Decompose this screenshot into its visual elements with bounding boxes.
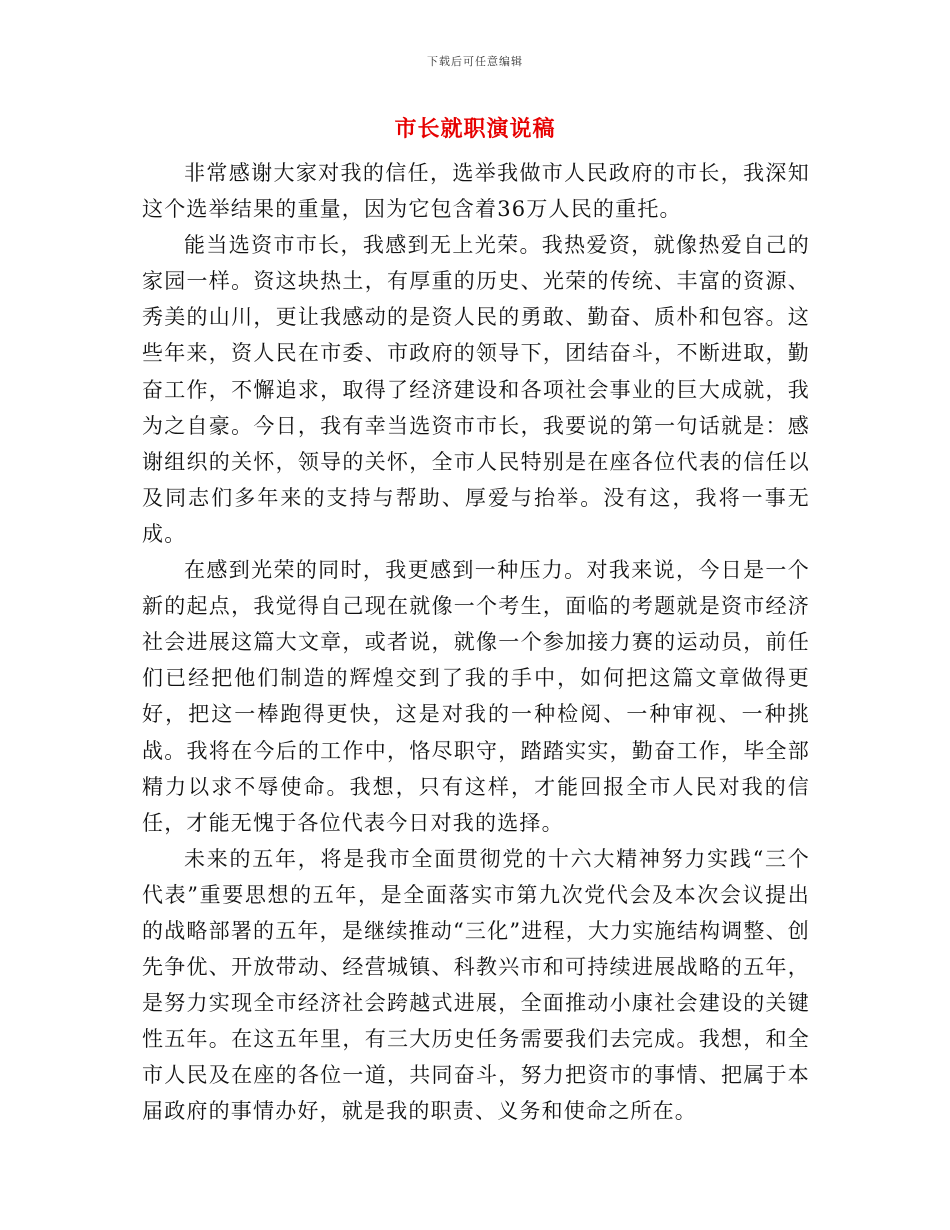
- paragraph: 能当选资市市长，我感到无上光荣。我热爱资，就像热爱自己的家园一样。资这块热土，有厚重的历史、光荣的传统、丰富的资源、秀美的山川，更让我感动的是资人民的勇敢、勤奋、质朴和包容。这些年来，资人民在市委、市政府的领导下，团结奋斗，不断进取，勤奋工作，不懈追求，取得了经济建设和各项社会事业的巨大成就，我为之自豪。今日，我有幸当选资市市长，我要说的第一句话就是：感谢组织的关怀，领导的关怀，全市人民特别是在座各位代表的信任以及同志们多年来的支持与帮助、厚爱与抬举。没有这，我将一事无成。: [142, 233, 810, 546]
- paragraph: 在感到光荣的同时，我更感到一种压力。对我来说，今日是一个新的起点，我觉得自己现在就像一个考生，面临的考题就是资市经济社会进展这篇大文章，或者说，就像一个参加接力赛的运动员，前任们已经把他们制造的辉煌交到了我的手中，如何把这篇文章做得更好，把这一棒跑得更快，这是对我的一种检阅、一种审视、一种挑战。我将在今后的工作中，恪尽职守，踏踏实实，勤奋工作，毕全部精力以求不辱使命。我想，只有这样，才能回报全市人民对我的信任，才能无愧于各位代表今日对我的选择。: [142, 558, 810, 835]
- document-title: 市长就职演说稿: [394, 117, 556, 142]
- paragraph: 未来的五年，将是我市全面贯彻党的十六大精神努力实践“三个代表”重要思想的五年，是全面落实市第九次党代会及本次会议提出的战略部署的五年，是继续推动“三化”进程，大力实施结构调整、创先争优、开放带动、经营城镇、科教兴市和可持续进展战略的五年，是努力实现全市经济社会跨越式进展，全面推动小康社会建设的关键性五年。在这五年里，有三大历史任务需要我们去完成。我想，和全市人民及在座的各位一道，共同奋斗，努力把资市的事情、把属于本届政府的事情办好，就是我的职责、义务和使命之所在。: [142, 846, 810, 1124]
- header-note: 下载后可任意编辑: [427, 55, 523, 68]
- paragraph: 非常感谢大家对我的信任，选举我做市人民政府的市长，我深知这个选举结果的重量，因为它包含着36万人民的重托。: [142, 161, 810, 222]
- document-body: [142, 155, 810, 1130]
